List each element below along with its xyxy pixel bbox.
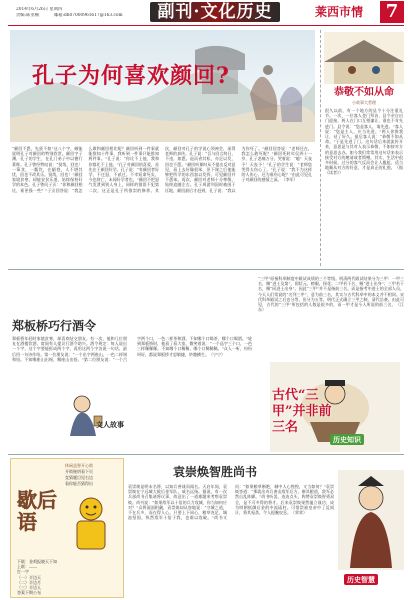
sidebar-cartoon xyxy=(63,493,119,557)
article-kongzi-body: “颜回不愚，先贤不如”这八个字，颇能说明孔子对颜回的特别欣赏。颜回字子渊，孔子的学生，在孔门弟子中以德行著称。孔子曾经赞叹说：“贤哉，回也！一箪食，一瓢饮，在陋巷，人不堪其忧，回也不改其乐。贤哉，回也！”颜回家境贫寒，却能安贫乐道，始终保持好学的本色。孔子曾问子贡：“你和颜回相比，谁更强一些？”子贡回答说：“我怎么敢和颜回相比呢？颜回听到一件事就能推知十件事，我听到一件事只能推知两件事。”孔子说：“你比不上他，我和你都比不上他。”孔子对颜回的喜爱，首先在于颜回好学。孔子说：“有颜回者好学，不迁怒，不贰过。不幸短命死矣，今也则亡，未闻好学者也。”颜回不把怒气发泄到别人身上，同样的错误不犯第二次，这正是孔子所推崇的修养。其次，颜回对孔子的学说心领神会，深得老师的真传。孔子说：“吾与回言终日，不违，如愚。退而省其私，亦足以发，回也不愚。”颜回听课时从不提出反对意见，看上去好像很笨，但下课之后他能够把所学的东西加以发挥，可见颜回并不愚笨。再次，颜回对老师十分尊敬，始终追随左右。孔子周游列国时被困于匡地，颜回最后才赶到，孔子说：“我以为你死了。”颜回回答说：“老师还在，我怎么敢死呢？”颜回死时年仅四十一岁，孔子悲痛万分，哭着说：“噫！天丧予！天丧予！”孔子的学生说：“老师您哭得太伤心了。”孔子说：“我不为这样的人伤心，还为谁伤心呢？”由此可见孔子对颜回的感情之深。（李军） xyxy=(12,146,312,193)
article-yuanchonghuan-tag: 历史智慧 xyxy=(344,574,378,585)
sidebar-line-2: 竞猜题目见右边 xyxy=(65,475,93,480)
sidebar-line-1: 开锁秘钥看下页 xyxy=(65,469,93,474)
article-sanjia-title: 古代“三甲”并非前三名 xyxy=(272,388,332,435)
header-rule xyxy=(8,25,404,26)
article-zhengbanqiao-title: 郑板桥巧行酒令 xyxy=(12,319,97,333)
masthead xyxy=(0,0,408,26)
sidebar-quiz: 下联：金鸡报晓天下知 上联：—— 打一字 （一）半边天 （二）半边月 （三）半边人 答案下期公布 xyxy=(17,559,57,595)
column-title: 副刊·文化历史 xyxy=(150,2,280,22)
paper-name: 莱西市情 xyxy=(315,5,364,19)
article-zhengbanqiao-body: 郑板桥年轻时家境贫寒，却喜欢结交朋友。有一次，他和几位朋友在酒楼饮酒，席间有人提议行酒令助兴。酒令规定：每人说出一个字，这个字要能拆成两个字，再用这两个字各说一句话，最后用一句诗作结。第一位朋友说：“一个出字两座山，一色二样锡和铅。不知哪座山出锡，哪座山出铅。”第二位朋友说：“一个吕字两个口，一色二样茶和酒。不知哪个口喝茶，哪个口喝酒。”轮到郑板桥时，他看了看大家，微笑着说：“一个品字三个口，一色三样稀稀稀。不知哪个口稀稀，哪个口稀稀稀。”众人一听，纷纷叫好，都说郑板桥才思敏捷，妙趣横生。（宁宁） xyxy=(12,336,252,362)
article-gongjing-body: 很久以前，有一个地方的县令十分注重礼节。一次，一位客人登门拜访，县令亲自出门迎接，两人在门口互相谦让，谁也不肯先进门。县令说：“您是客人，请先进。”客人说：“您是主人，应当先进。”两人你推我让，站了好久。最后客人说：“恭敬不如从命。”于是先进了门。这句话后来就流传开来，意思是与其对人表示恭敬，不如按对方的意思去办。如今我们常常用这句话来表示接受对方的邀请或者馈赠。其实，生活中很多时候，过分的客气反而会让人尴尬，适当地顺从对方的好意，才是真正的礼貌。（据《读者》） xyxy=(325,108,403,176)
section-divider-2 xyxy=(8,454,404,455)
article-gongjing-title: 恭敬不如从命 xyxy=(334,87,394,98)
article-yuanchonghuan-title: 袁崇焕智胜尚书 xyxy=(172,465,257,479)
editor: 责编:陈亚楠 xyxy=(16,13,39,18)
article-kongzi-title: 孔子为何喜欢颜回? xyxy=(32,63,230,89)
article-sanjia-tag: 历史知识 xyxy=(330,434,364,445)
article-zhengbanqiao-byline: 文人故事 xyxy=(96,420,124,429)
sidebar-header: 休闲益智开心锁 xyxy=(65,463,93,468)
issue-date: 2014年6月26日 星期四 xyxy=(16,7,63,12)
article-gongjing-illustration xyxy=(324,32,404,84)
article-gongjing-tag: 小故事大哲理 xyxy=(352,100,376,105)
article-sanjia-body: “三甲”原指科举制度中殿试成绩的三个等级。明清两代殿试结果分为三甲：一甲三名，赐“进士及第”，即状元、榜眼、探花；二甲若干名，赐“进士出身”；三甲若干名，赐“同进士出身”。因此“三甲”并不是指前三名，而是指考中进士的全部人员。今天人们常说的“名列三甲”，意为前三名，其实与古代科举中的本义并不相同。宋代科举殿试之后也分等，但分为五等。明代正式确立三甲之制，清代沿袭。由此可见，古代的“三甲”所包括的人数是很多的，而一甲才是今人所说的前三名。（江东） xyxy=(258,276,404,313)
article-yuanchonghuan-body: 袁崇焕是明末名将，以知兵善战而闻名。天启年间，袁崇焕在宁远城大败后金军队，威名远扬。据说，有一次兵部尚书召集诸将议事，故意出了一道难题来考察袁崇焕。尚书说：“如果敌军以十倍的兵力攻城，你当如何应对？”众将面面相觑，袁崇焕却从容地说：“守城之道，不在兵多，而在得人心。只要上下同心，粮草充足，城池坚固，纵然敌军十倍于我，也难以攻破。”尚书又问：“如果粮草断绝，城中人心惶惶，又当如何？”袁崇焕答道：“那就出奇兵袭击敌军后方，断其粮道，敌军必然自乱阵脚。”尚书听罢，连连点头，称赞袁崇焕智勇双全，是不可多得的将才。后来袁崇焕果然屡立战功，成为明朝抵御后金的中流砥柱。可惜崇祯皇帝中了反间计，将其冤杀，令人扼腕叹息。（荣荣） xyxy=(128,484,334,521)
sidebar-big-title: 歇后语 xyxy=(17,488,57,534)
section-divider xyxy=(8,269,404,270)
article-kongzi-illustration xyxy=(10,30,315,142)
article-yuanchonghuan-illustration xyxy=(338,470,404,570)
email: 邮箱:dh07000961617@163.com xyxy=(54,13,123,18)
article-sanjia-illustration xyxy=(270,362,400,452)
page-number: 7 xyxy=(380,1,404,23)
article-zhengbanqiao-illustration xyxy=(60,392,112,438)
sidebar-line-3: 看你能否猜得出 xyxy=(65,481,93,486)
sidebar-puzzle-box xyxy=(10,458,124,598)
